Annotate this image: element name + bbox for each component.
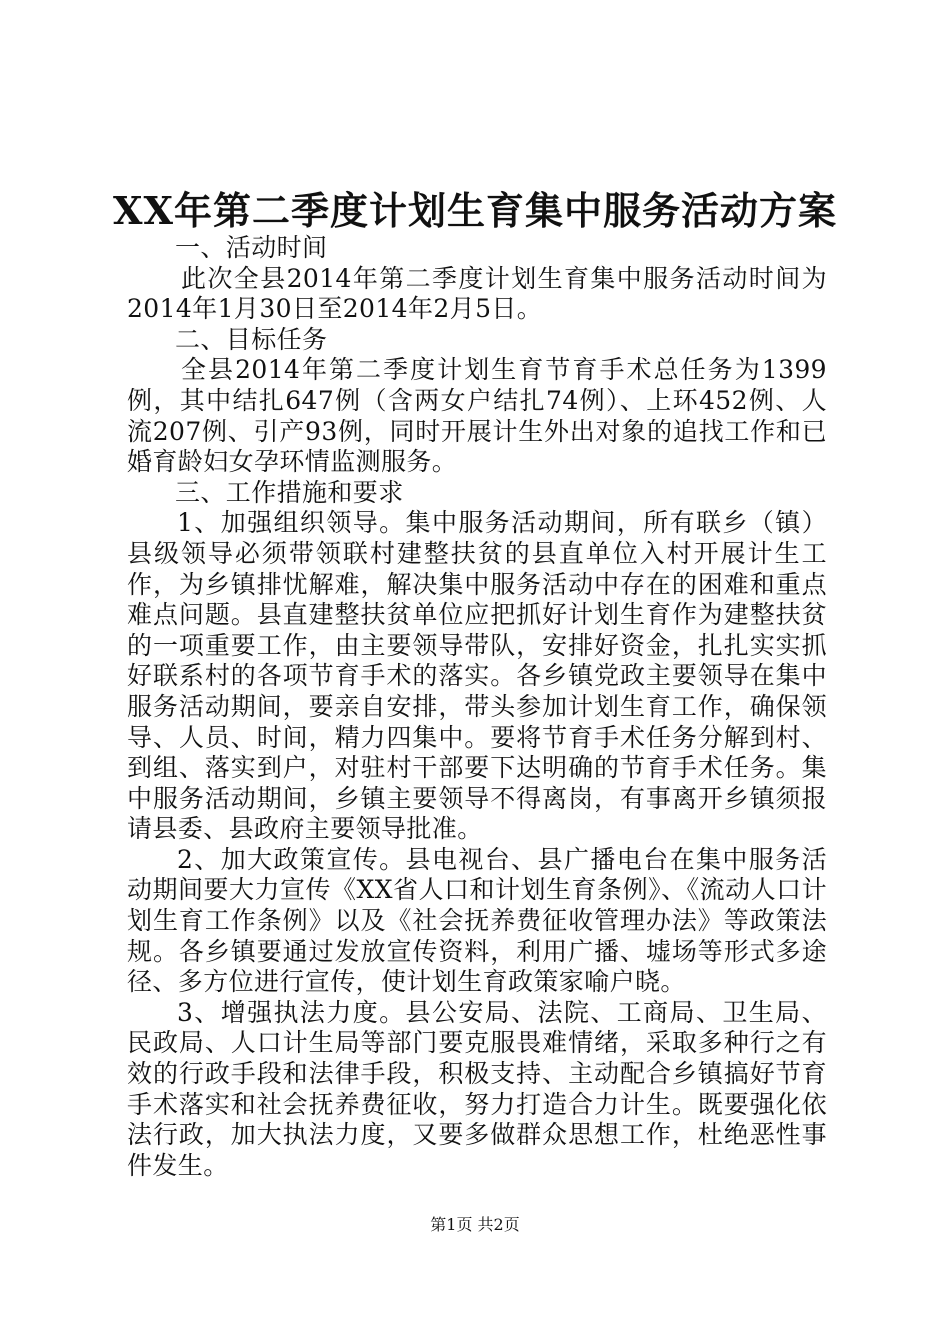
paragraph-time: 此次全县2014年第二季度计划生育集中服务活动时间为2014年1月30日至2014年2月5日。 (127, 263, 827, 324)
section-heading-measures: 三、工作措施和要求 (175, 477, 404, 507)
page-footer: 第1页 共2页 (430, 1215, 520, 1234)
section-heading-goals: 二、目标任务 (175, 324, 328, 354)
paragraph-goals: 全县2014年第二季度计划生育节育手术总任务为1399例，其中结扎647例（含两女户结扎74例）、上环452例、人流207例、引产93例，同时开展计生外出对象的追找工作和已婚育龄妇女孕环情监测服务。 (127, 355, 827, 477)
section-heading-time: 一、活动时间 (175, 233, 328, 262)
document-body (127, 233, 827, 1181)
paragraph-measure-3: 3、增强执法力度。县公安局、法院、工商局、卫生局、民政局、人口计生局等部门要克服畏难情绪，采取多种行之有效的行政手段和法律手段，积极支持、主动配合乡镇搞好节育手术落实和社会抚养费征收，努力打造合力计生。既要强化依法行政，加大执法力度，又要多做群众思想工作，杜绝恶性事件发生。 (127, 997, 827, 1180)
paragraph-measure-1: 1、加强组织领导。集中服务活动期间，所有联乡（镇）县级领导必须带领联村建整扶贫的县直单位入村开展计生工作，为乡镇排忧解难，解决集中服务活动中存在的困难和重点难点问题。县直建整扶贫单位应把抓好计划生育作为建整扶贫的一项重要工作，由主要领导带队，安排好资金，扎扎实实抓好联系村的各项节育手术的落实。各乡镇党政主要领导在集中服务活动期间，要亲自安排，带头参加计划生育工作，确保领导、人员、时间，精力四集中。要将节育手术任务分解到村、到组、落实到户，对驻村干部要下达明确的节育手术任务。集中服务活动期间，乡镇主要领导不得离岗，有事离开乡镇须报请县委、县政府主要领导批准。 (127, 508, 827, 844)
paragraph-measure-2: 2、加大政策宣传。县电视台、县广播电台在集中服务活动期间要大力宣传《XX省人口和计划生育条例》、《流动人口计划生育工作条例》以及《社会抚养费征收管理办法》等政策法规。各乡镇要通过发放宣传资料，利用广播、墟场等形式多途径、多方位进行宣传，使计划生育政策家喻户晓。 (127, 844, 827, 997)
document-title: XX年第二季度计划生育集中服务活动方案 (113, 188, 837, 233)
